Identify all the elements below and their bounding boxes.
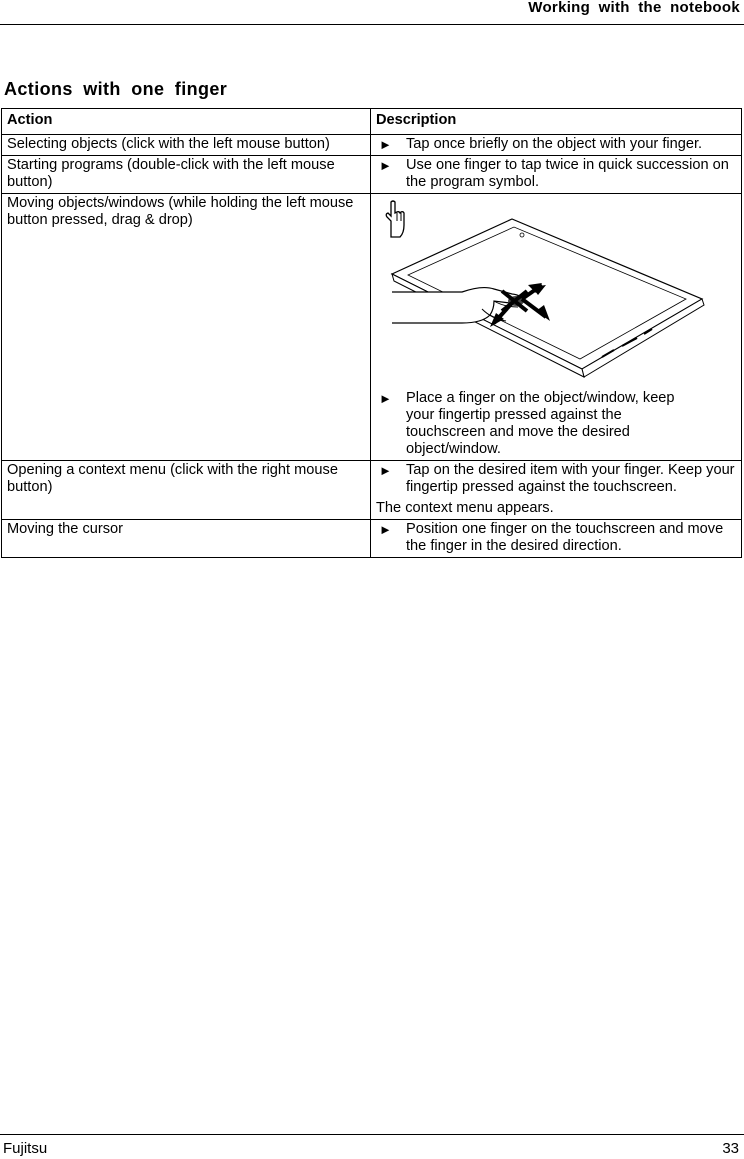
section-title: Actions with one finger: [4, 79, 228, 99]
action-cell: Moving the cursor: [2, 520, 371, 558]
table-row: [2, 135, 742, 156]
action-cell: Moving objects/windows (while holding the left mouse button pressed, drag & drop): [2, 194, 371, 461]
description-cell: [371, 520, 742, 558]
footer-brand: Fujitsu: [3, 1140, 48, 1157]
footer-rule: [0, 1134, 744, 1135]
step-text: Place a finger on the object/window, keep your fingertip pressed against the touchscreen and move the desired object/window.: [406, 390, 675, 457]
table-row: [2, 194, 742, 461]
header-rule: [0, 24, 744, 25]
result-note: The context menu appears.: [376, 500, 554, 516]
instruction-step: [376, 462, 736, 496]
bullet-arrow-icon: ►: [379, 158, 392, 173]
instruction-step: [376, 157, 736, 191]
bullet-arrow-icon: ►: [379, 391, 392, 406]
step-text: Position one finger on the touchscreen and move the finger in the desired direction.: [406, 521, 724, 554]
instruction-step: [376, 136, 736, 153]
description-cell: [371, 135, 742, 156]
action-cell: Opening a context menu (click with the right mouse button): [2, 461, 371, 520]
description-cell: [371, 194, 742, 461]
bullet-arrow-icon: ►: [379, 522, 392, 537]
instruction-step: [376, 521, 736, 555]
actions-table: [1, 108, 742, 558]
column-header-action: Action: [2, 109, 371, 135]
description-cell: [371, 156, 742, 194]
step-text: Tap once briefly on the object with your finger.: [406, 136, 703, 152]
touch-hand-icon: [382, 199, 408, 239]
table-row: [2, 156, 742, 194]
page-number: 33: [722, 1140, 739, 1157]
table-header-row: [2, 109, 742, 135]
action-cell: Starting programs (double-click with the left mouse button): [2, 156, 371, 194]
notebook-drag-figure: [382, 199, 712, 384]
description-cell: [371, 461, 742, 520]
step-text: Use one finger to tap twice in quick succession on the program symbol.: [406, 157, 729, 190]
table-row: [2, 520, 742, 558]
step-text: Tap on the desired item with your finger. Keep your fingertip pressed against the touchscreen.: [406, 462, 735, 495]
table-row: [2, 461, 742, 520]
notebook-touch-illustration: [376, 195, 736, 390]
bullet-arrow-icon: ►: [379, 463, 392, 478]
instruction-step: [376, 390, 736, 458]
page-header-title: Working with the notebook: [528, 0, 740, 16]
column-header-description: Description: [371, 109, 742, 135]
action-cell: Selecting objects (click with the left mouse button): [2, 135, 371, 156]
bullet-arrow-icon: ►: [379, 137, 392, 152]
